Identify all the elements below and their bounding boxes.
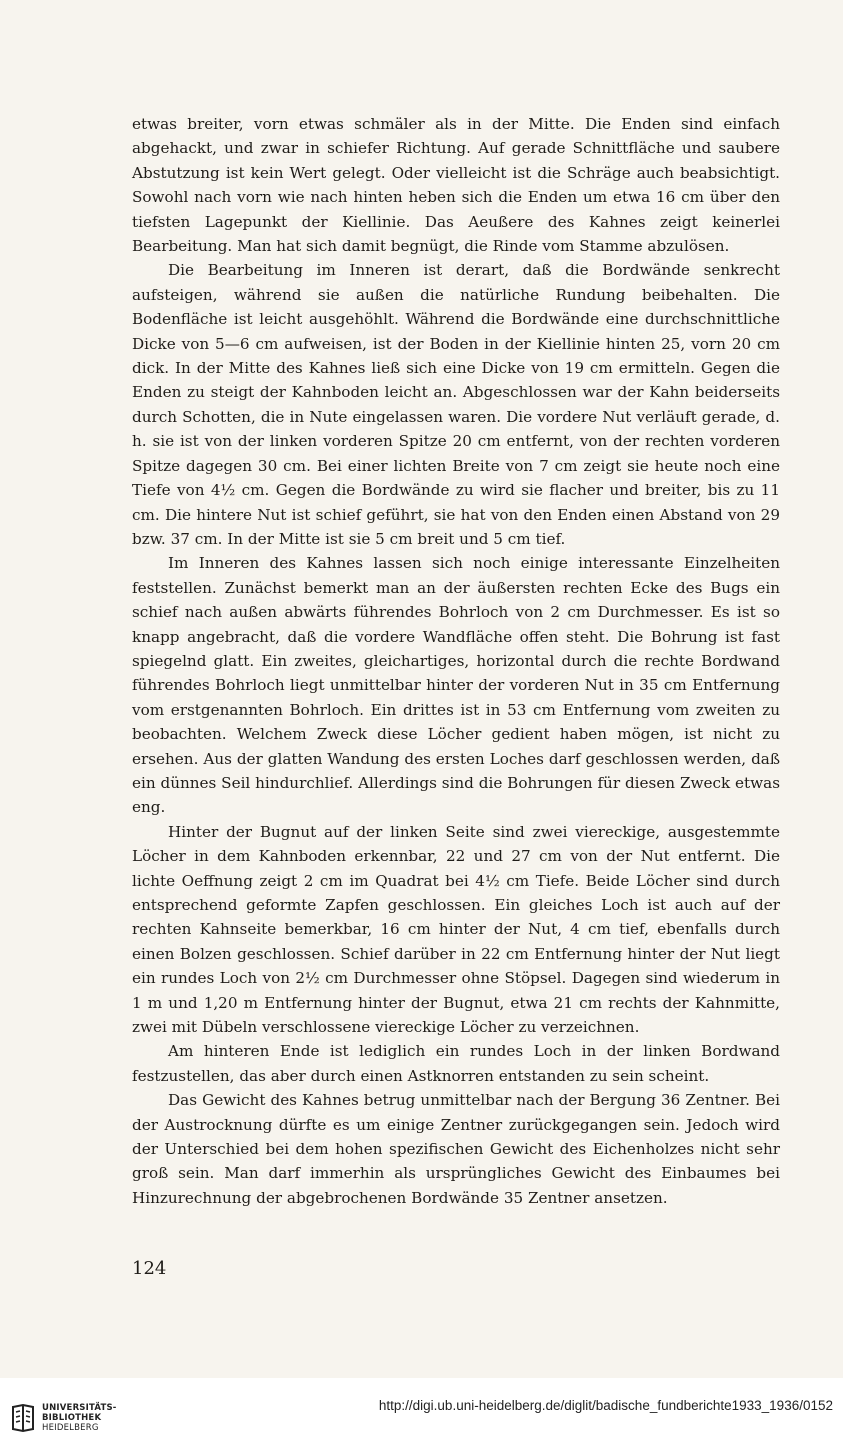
body-text bbox=[132, 112, 780, 1210]
paragraph-6: Das Gewicht des Kahnes betrug unmittelbar nach der Bergung 36 Zentner. Bei der Austrocknung dürfte es um einige Zentner zurückgegangen sein. Jedoch wird der Unterschied bei dem hohen spezifischen Gewicht des Eichenholzes nicht sehr groß sein. Man darf immerhin als ursprüngliches Gewicht des Einbaumes bei Hinzurechnung der abgebrochenen Bordwände 35 Zentner ansetzen. bbox=[132, 1091, 780, 1207]
library-book-icon bbox=[10, 1403, 36, 1433]
footer-bar bbox=[0, 1378, 843, 1449]
page-number: 124 bbox=[132, 1258, 167, 1279]
logo-line-3: HEIDELBERG bbox=[42, 1423, 99, 1433]
logo-line-1: UNIVERSITÄTS- bbox=[42, 1403, 117, 1413]
source-url-link[interactable]: http://digi.ub.uni-heidelberg.de/diglit/badische_fundberichte1933_1936/0152 bbox=[378, 1398, 833, 1413]
paragraph-1: etwas breiter, vorn etwas schmäler als in der Mitte. Die Enden sind einfach abgehackt, und zwar in schiefer Richtung. Auf gerade Schnittfläche und saubere Abstutzung ist kein Wert gelegt. Oder vielleicht ist die Schräge auch beabsichtigt. Sowohl nach vorn wie nach hinten heben sich die Enden um etwa 16 cm über den tiefsten Lagepunkt der Kiellinie. Das Aeußere des Kahnes zeigt keinerlei Bearbeitung. Man hat sich damit begnügt, die Rinde vom Stamme abzulösen. bbox=[132, 115, 780, 256]
library-logo[interactable] bbox=[10, 1398, 130, 1438]
paragraph-2: Die Bearbeitung im Inneren ist derart, daß die Bordwände senkrecht aufsteigen, während sie außen die natürliche Rundung beibehalten. Die Bodenfläche ist leicht ausgehöhlt. Während die Bordwände eine durchschnittliche Dicke von 5—6 cm aufweisen, ist der Boden in der Kiellinie hinten 25, vorn 20 cm dick. In der Mitte des Kahnes ließ sich eine Dicke von 19 cm ermitteln. Gegen die Enden zu steigt der Kahnboden leicht an. Abgeschlossen war der Kahn beiderseits durch Schotten, die in Nute eingelassen waren. Die vordere Nut verläuft gerade, d. h. sie ist von der linken vorderen Spitze 20 cm entfernt, von der rechten vorderen Spitze dagegen 30 cm. Bei einer lichten Breite von 7 cm zeigt sie heute noch eine Tiefe von 4½ cm. Gegen die Bordwände zu wird sie flacher und breiter, bis zu 11 cm. Die hintere Nut ist schief geführt, sie hat von den Enden einen Abstand von 29 bzw. 37 cm. In der Mitte ist sie 5 cm breit und 5 cm tief. bbox=[132, 261, 780, 548]
logo-wordmark bbox=[42, 1403, 117, 1433]
logo-line-2: BIBLIOTHEK bbox=[42, 1413, 102, 1423]
paragraph-4: Hinter der Bugnut auf der linken Seite sind zwei viereckige, ausgestemmte Löcher in dem Kahnboden erkennbar, 22 und 27 cm von der Nut entfernt. Die lichte Oeffnung zeigt 2 cm im Quadrat bei 4½ cm Tiefe. Beide Löcher sind durch entsprechend geformte Zapfen geschlossen. Ein gleiches Loch ist auch auf der rechten Kahnseite bemerkbar, 16 cm hinter der Nut, 4 cm tief, ebenfalls durch einen Bolzen geschlossen. Schief darüber in 22 cm Entfernung hinter der Nut liegt ein rundes Loch von 2½ cm Durchmesser ohne Stöpsel. Dagegen sind wiederum in 1 m und 1,20 m Entfernung hinter der Bugnut, etwa 21 cm rechts der Kahnmitte, zwei mit Dübeln verschlossene viereckige Löcher zu verzeichnen. bbox=[132, 822, 780, 1037]
paragraph-5: Am hinteren Ende ist lediglich ein rundes Loch in der linken Bordwand festzustellen, das aber durch einen Astknorren entstanden zu sein scheint. bbox=[132, 1042, 780, 1085]
paragraph-3: Im Inneren des Kahnes lassen sich noch einige interessante Einzelheiten feststellen. Zunächst bemerkt man an der äußersten rechten Ecke des Bugs ein schief nach außen abwärts führendes Bohrloch von 2 cm Durchmesser. Es ist so knapp angebracht, daß die vordere Wandfläche offen steht. Die Bohrung ist fast spiegelnd glatt. Ein zweites, gleichartiges, horizontal durch die rechte Bordwand führendes Bohrloch liegt unmittelbar hinter der vorderen Nut in 35 cm Entfernung vom erstgenannten Bohrloch. Ein drittes ist in 53 cm Entfernung vom zweiten zu beobachten. Welchem Zweck diese Löcher gedient haben mögen, ist nicht zu ersehen. Aus der glatten Wandung des ersten Loches darf geschlossen werden, daß ein dünnes Seil hindurchlief. Allerdings sind die Bohrungen für diesen Zweck etwas eng. bbox=[132, 554, 780, 817]
